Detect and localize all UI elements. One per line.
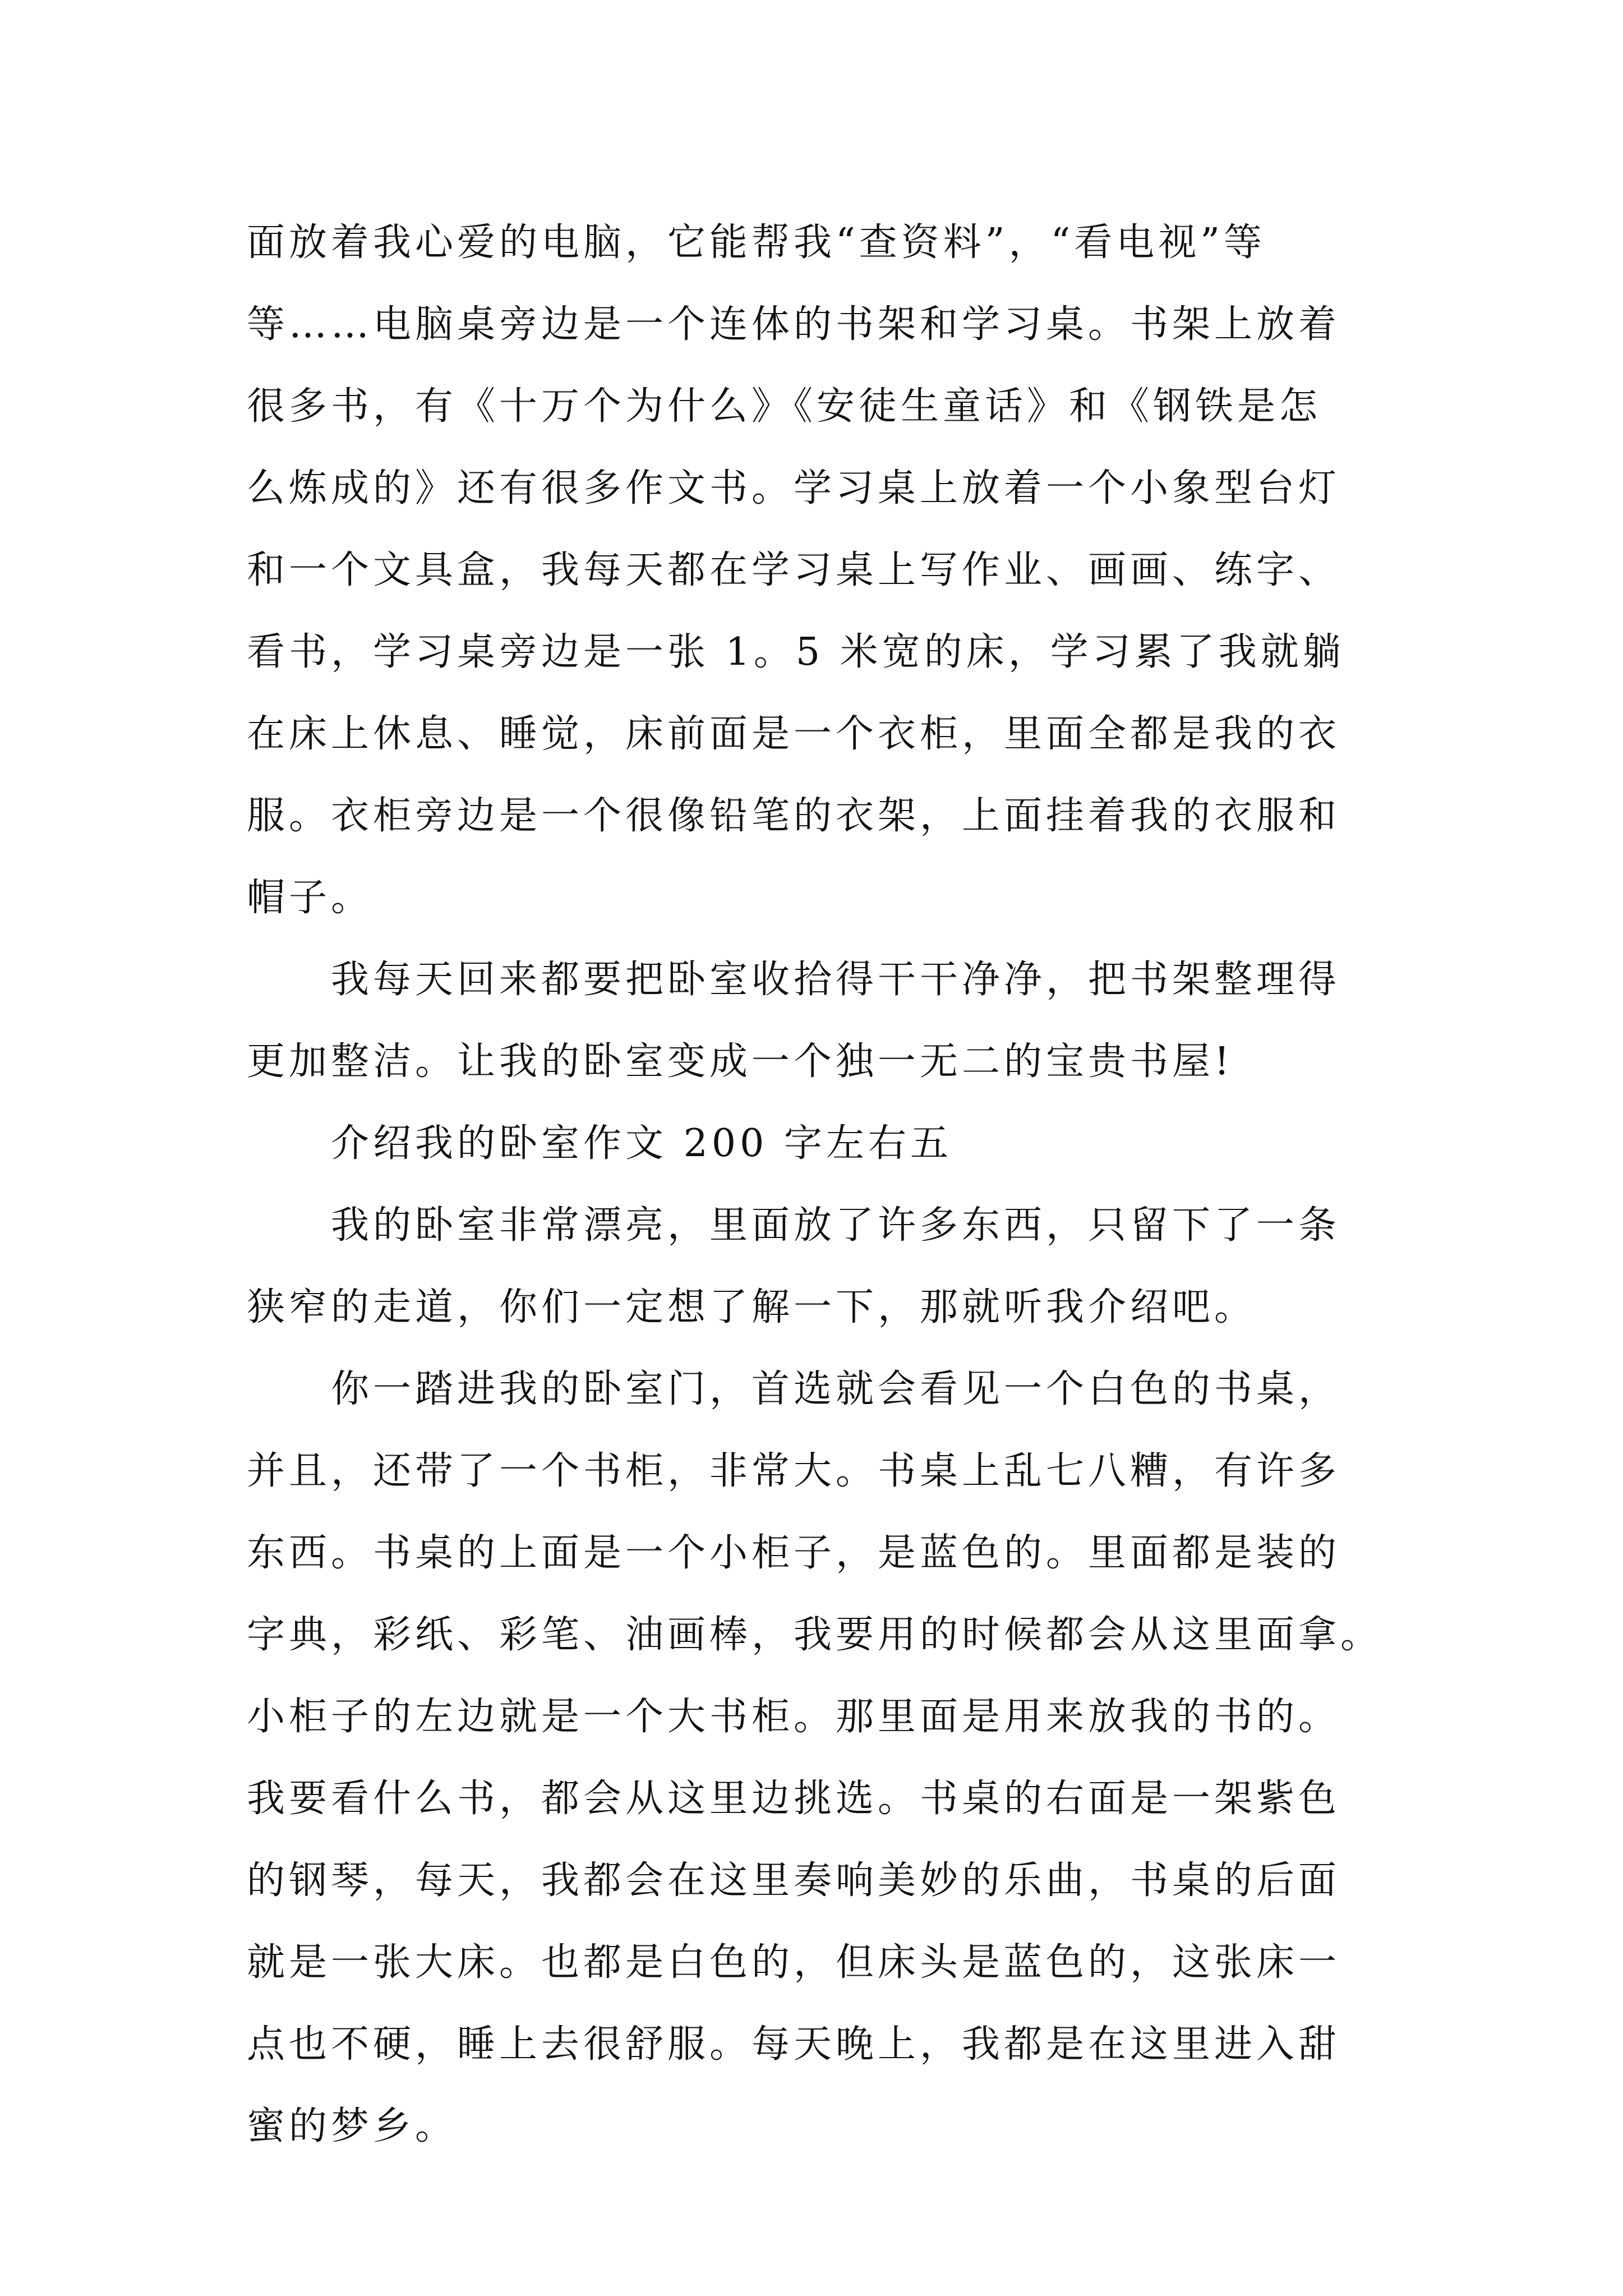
text-line: 更加整洁。让我的卧室变成一个独一无二的宝贵书屋! xyxy=(247,1039,1234,1084)
paragraph-start-line: 我的卧室非常漂亮，里面放了许多东西，只留下了一条 xyxy=(331,1203,1341,1248)
text-line: 狭窄的走道，你们一定想了解一下，那就听我介绍吧。 xyxy=(247,1285,1257,1329)
text-line: 帽子。 xyxy=(247,876,374,920)
text-line: 就是一张大床。也都是白色的，但床头是蓝色的，这张床一 xyxy=(247,1940,1341,1985)
essay-text xyxy=(247,202,1391,2168)
text-line: 的钢琴，每天，我都会在这里奏响美妙的乐曲，书桌的后面 xyxy=(247,1858,1341,1903)
text-line: 和一个文具盒，我每天都在学习桌上写作业、画画、练字、 xyxy=(247,548,1341,592)
section-heading: 介绍我的卧室作文 200 字左右五 xyxy=(331,1121,953,1166)
text-line: 蜜的梦乡。 xyxy=(247,2104,458,2148)
text-line: 在床上休息、睡觉，床前面是一个衣柜，里面全都是我的衣 xyxy=(247,712,1341,756)
text-line: 我要看什么书，都会从这里边挑选。书桌的右面是一架紫色 xyxy=(247,1777,1341,1821)
text-line: 字典，彩纸、彩笔、油画棒，我要用的时候都会从这里面拿。 xyxy=(247,1613,1383,1657)
text-line: 么炼成的》还有很多作文书。学习桌上放着一个小象型台灯 xyxy=(247,466,1341,510)
text-line: 东西。书桌的上面是一个小柜子，是蓝色的。里面都是装的 xyxy=(247,1531,1341,1575)
text-line: 看书，学习桌旁边是一张 1。5 米宽的床，学习累了我就躺 xyxy=(247,630,1345,674)
text-line: 等……电脑桌旁边是一个连体的书架和学习桌。书架上放着 xyxy=(247,302,1341,347)
text-line: 服。衣柜旁边是一个很像铅笔的衣架，上面挂着我的衣服和 xyxy=(247,794,1341,838)
text-line: 面放着我心爱的电脑，它能帮我“查资料”，“看电视”等 xyxy=(247,220,1266,265)
paragraph-start-line: 你一踏进我的卧室门，首选就会看见一个白色的书桌， xyxy=(331,1367,1341,1411)
text-line: 很多书，有《十万个为什么》《安徒生童话》和《钢铁是怎 xyxy=(247,384,1322,429)
text-line: 并且，还带了一个书柜，非常大。书桌上乱七八糟，有许多 xyxy=(247,1449,1341,1493)
text-line: 点也不硬，睡上去很舒服。每天晚上，我都是在这里进入甜 xyxy=(247,2022,1341,2067)
paragraph-start-line: 我每天回来都要把卧室收拾得干干净净，把书架整理得 xyxy=(331,958,1341,1002)
text-line: 小柜子的左边就是一个大书柜。那里面是用来放我的书的。 xyxy=(247,1695,1341,1739)
